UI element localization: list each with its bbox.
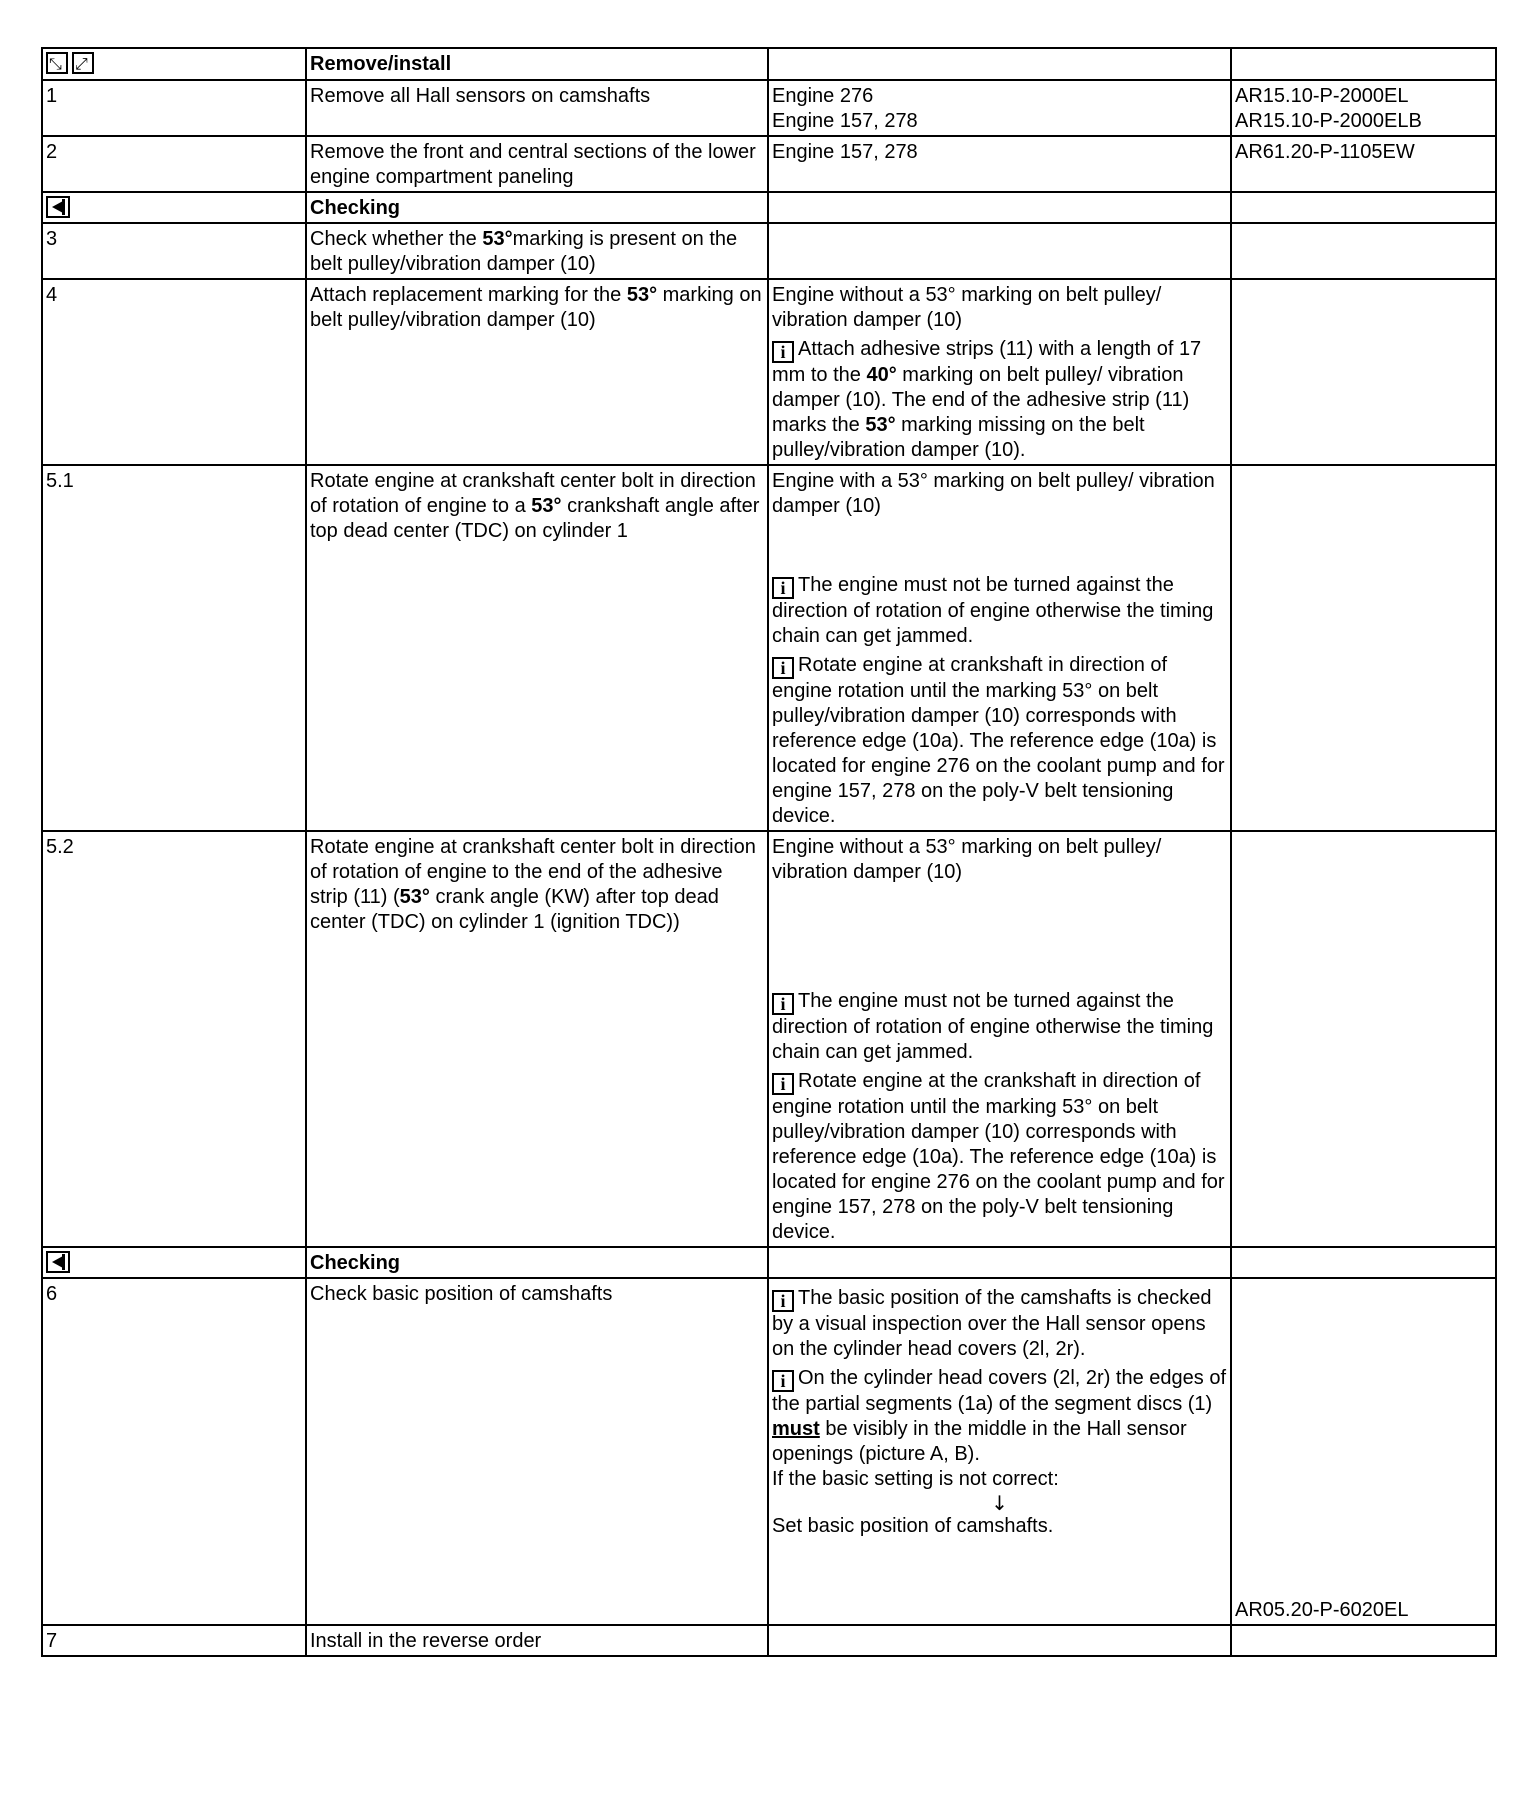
- action-text: Rotate engine at crankshaft center bolt in direction of rotation of engine to the end of the adhesive strip (11) (: [310, 836, 756, 908]
- header-icons-cell: [42, 48, 306, 80]
- table-row: [42, 1278, 1496, 1625]
- procedure-table: [41, 47, 1497, 1657]
- condition-line: If the basic setting is not correct:: [772, 1468, 1059, 1490]
- step-action: Remove all Hall sensors on camshafts: [306, 80, 768, 136]
- info-icon: i: [772, 1073, 794, 1095]
- table-row: [42, 223, 1496, 279]
- note-text: be visibly in the middle in the Hall sensor openings (picture A, B).: [772, 1418, 1187, 1465]
- step-number: 2: [42, 136, 306, 192]
- step-action: Check basic position of camshafts: [306, 1278, 768, 1625]
- step-condition: [768, 80, 1231, 136]
- action-text: Rotate engine at crankshaft center bolt in direction of rotation of engine to a: [310, 470, 756, 517]
- empty-cell: [768, 192, 1231, 223]
- step-condition: Engine 157, 278: [768, 136, 1231, 192]
- action-text: marking is present on the belt pulley/vibration damper (10): [310, 228, 738, 275]
- info-note: [772, 1286, 1227, 1362]
- action-text: marking on belt pulley/vibration damper (10): [310, 284, 762, 331]
- info-note: [772, 1069, 1227, 1245]
- note-text: The engine must not be turned against the direction of rotation of engine otherwise the timing chain can get jammed.: [772, 990, 1214, 1063]
- section-row: [42, 192, 1496, 223]
- empty-cell: [1231, 831, 1496, 1247]
- action-text: crank angle (KW) after top dead center (TDC) on cylinder 1 (ignition TDC)): [310, 886, 719, 933]
- table-row: [42, 80, 1496, 136]
- step-action: [306, 223, 768, 279]
- info-note: [772, 989, 1227, 1065]
- note-text: marking on belt pulley/ vibration damper (10). The end of the adhesive strip (11) marks the: [772, 364, 1190, 436]
- condition-line: Engine with a 53° marking on belt pulley/ vibration damper (10): [772, 470, 1215, 517]
- note-text: The basic position of the camshafts is checked by a visual inspection over the Hall sensor opens on the cylinder head covers (2l, 2r).: [772, 1287, 1212, 1360]
- header-row: [42, 48, 1496, 80]
- info-icon: i: [772, 993, 794, 1015]
- info-icon: i: [772, 341, 794, 363]
- step-number: 1: [42, 80, 306, 136]
- expand-icon[interactable]: [46, 52, 68, 74]
- action-bold: 53°: [399, 886, 430, 908]
- section-icon-cell: [42, 192, 306, 223]
- section-title: Checking: [306, 192, 768, 223]
- table-row: [42, 1625, 1496, 1656]
- table-row: [42, 465, 1496, 831]
- table-row: [42, 136, 1496, 192]
- step-number: 4: [42, 279, 306, 465]
- step-number: 3: [42, 223, 306, 279]
- step-action: Install in the reverse order: [306, 1625, 768, 1656]
- empty-cell: [768, 1625, 1231, 1656]
- step-number: 6: [42, 1278, 306, 1625]
- reference-link[interactable]: AR15.10-P-2000EL: [1235, 85, 1409, 107]
- info-note: [772, 653, 1227, 829]
- step-action: [306, 279, 768, 465]
- step-number: 7: [42, 1625, 306, 1656]
- action-text: Attach replacement marking for the: [310, 284, 627, 306]
- collapse-icon[interactable]: [72, 52, 94, 74]
- note-text: Attach adhesive strips (11) with a length of 17 mm to the: [772, 338, 1202, 386]
- action-bold: 53°: [531, 495, 562, 517]
- condition-line: Engine 276: [772, 85, 874, 107]
- condition-line: Set basic position of camshafts.: [772, 1515, 1054, 1537]
- step-number: 5.2: [42, 831, 306, 1247]
- reference-link[interactable]: AR15.10-P-2000ELB: [1235, 110, 1422, 132]
- action-text: crankshaft angle after top dead center (TDC) on cylinder 1: [310, 495, 760, 542]
- info-icon: i: [772, 1290, 794, 1312]
- section-icon-cell: [42, 1247, 306, 1278]
- step-condition: [768, 831, 1231, 1247]
- action-text: Check whether the: [310, 228, 483, 250]
- info-icon: i: [772, 1370, 794, 1392]
- step-condition: [768, 279, 1231, 465]
- step-reference: [1231, 80, 1496, 136]
- empty-cell: [768, 48, 1231, 80]
- action-bold: 53°: [626, 284, 658, 306]
- table-row: [42, 831, 1496, 1247]
- condition-line: Engine without a 53° marking on belt pulley/ vibration damper (10): [772, 284, 1162, 331]
- step-reference: [1231, 1278, 1496, 1625]
- note-text: The engine must not be turned against the direction of rotation of engine otherwise the timing chain can get jammed.: [772, 574, 1214, 647]
- step-condition: [768, 1278, 1231, 1625]
- note-emphasis: must: [772, 1418, 820, 1440]
- step-condition: [768, 465, 1231, 831]
- condition-line: Engine 157, 278: [772, 110, 918, 132]
- empty-cell: [1231, 223, 1496, 279]
- empty-cell: [1231, 465, 1496, 831]
- header-title: Remove/install: [306, 48, 768, 80]
- step-action: [306, 465, 768, 831]
- action-bold: 53°: [482, 228, 513, 250]
- empty-cell: [1231, 48, 1496, 80]
- empty-cell: [768, 1247, 1231, 1278]
- note-text: On the cylinder head covers (2l, 2r) the edges of the partial segments (1a) of the segment discs (1): [772, 1367, 1227, 1415]
- step-action: Remove the front and central sections of the lower engine compartment paneling: [306, 136, 768, 192]
- step-action: [306, 831, 768, 1247]
- empty-cell: [1231, 1625, 1496, 1656]
- empty-cell: [768, 223, 1231, 279]
- back-icon[interactable]: [46, 1251, 70, 1273]
- note-text: marking missing on the belt pulley/vibration damper (10).: [772, 414, 1145, 461]
- info-note: [772, 1366, 1227, 1467]
- note-text: Rotate engine at the crankshaft in direction of engine rotation until the marking 53° on belt pulley/vibration damper (10) corresponds with reference edge (10a). The reference edge (10a) is located for engine 276 on the coolant pump and for engine 157, 278 on the poly-V belt tensioning device.: [772, 1070, 1225, 1243]
- note-bold: 53°: [865, 414, 896, 436]
- info-icon: i: [772, 657, 794, 679]
- reference-link[interactable]: AR61.20-P-1105EW: [1231, 136, 1496, 192]
- empty-cell: [1231, 1247, 1496, 1278]
- info-note: [772, 573, 1227, 649]
- info-icon: i: [772, 577, 794, 599]
- note-bold: 40°: [866, 364, 897, 386]
- note-text: Rotate engine at crankshaft in direction of engine rotation until the marking 53° on belt pulley/vibration damper (10) corresponds with reference edge (10a). The reference edge (10a) is located for engine 276 on the coolant pump and for engine 157, 278 on the poly-V belt tensioning device.: [772, 654, 1225, 827]
- reference-link[interactable]: AR05.20-P-6020EL: [1235, 1599, 1409, 1621]
- step-number: 5.1: [42, 465, 306, 831]
- down-arrow-icon: ↓: [991, 1491, 1008, 1515]
- back-icon[interactable]: [46, 196, 70, 218]
- section-row: [42, 1247, 1496, 1278]
- condition-line: Engine without a 53° marking on belt pulley/ vibration damper (10): [772, 836, 1162, 883]
- section-title: Checking: [306, 1247, 768, 1278]
- info-note: [772, 337, 1227, 463]
- empty-cell: [1231, 192, 1496, 223]
- empty-cell: [1231, 279, 1496, 465]
- table-row: [42, 279, 1496, 465]
